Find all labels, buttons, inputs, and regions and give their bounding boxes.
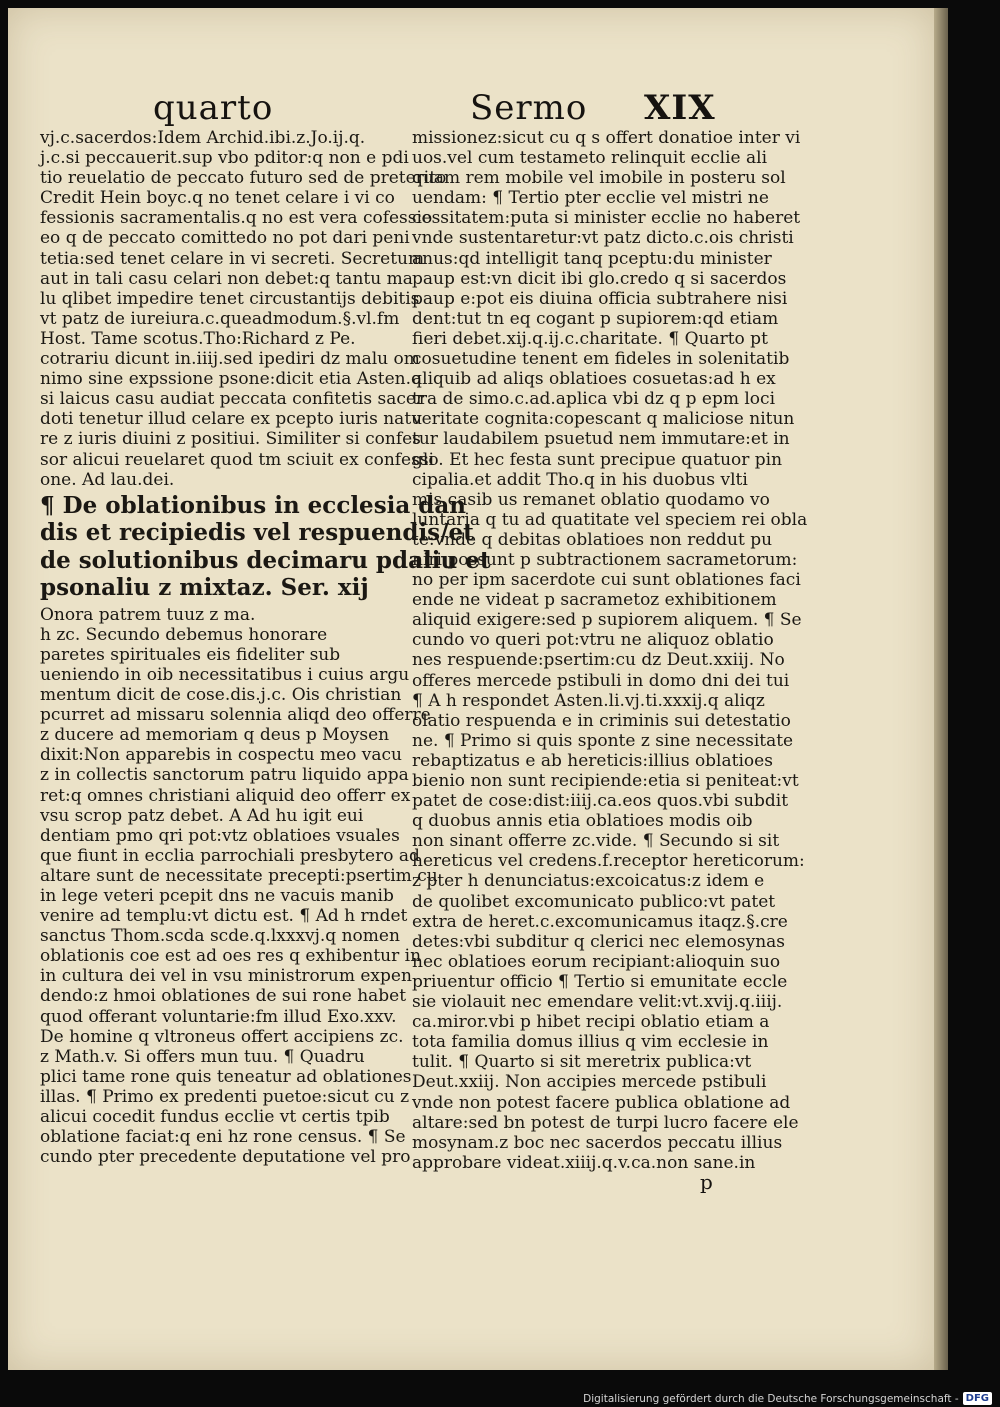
footer-text: Digitalisierung gefördert durch die Deutsche Forschungsgemeinschaft - [583,1392,959,1405]
text-line: Credit Hein boyc.q no tenet celare i vi co [40,188,395,209]
text-line: cosuetudine tenent em fideles in solenitatib [412,349,790,370]
text-line: cipalia.et addit Tho.q in his duobus vlti [412,469,748,490]
page-edge [934,8,948,1370]
text-line: vnde non potest facere publica oblatione ad [412,1092,791,1113]
text-line: vj.c.sacerdos:Idem Archid.ibi.z.Jo.ij.q. [40,128,366,148]
text-line: approbare videat.xiiij.q.v.ca.non sane.in [412,1152,756,1173]
text-line: tur laudabilem psuetud nem immutare:et in [412,429,790,450]
text-line: uendam: ¶ Tertio pter ecclie vel mistri ne [412,188,769,209]
text-line: one. Ad lau.dei. [40,469,175,490]
text-line: tota familia domus illius q vim ecclesie in [412,1032,769,1053]
text-line: quod offerant voluntarie:fm illud Exo.xxv. [40,1006,397,1027]
text-line: oblatione faciat:q eni hz rone census. ¶ Se [40,1127,406,1148]
text-line: que fiunt in ecclia parrochiali presbytero ad [40,845,420,866]
text-line: priuentur officio ¶ Tertio si emunitate eccle [412,971,788,992]
text-line: z ducere ad memoriam q deus p Moysen [40,725,390,746]
text-line: cundo vo queri pot:vtru ne aliquoz oblatio [412,630,774,651]
text-line: sie violauit nec emendare velit:vt.xvij.q.iiij. [412,992,783,1013]
text-line: doti tenetur illud celare ex pcepto iuris natu [40,409,423,430]
text-line: hereticus vel credens.f.receptor hereticorum: [412,851,805,872]
text-line: detes:vbi subditur q clerici nec elemosynas [412,931,786,952]
text-line: z Math.v. Si offers mun tuu. ¶ Quadru [40,1046,365,1067]
text-line: uos.vel cum testameto relinquit ecclie ali [412,148,768,169]
text-line: sanctus Thom.scda scde.q.lxxxvj.q nomen [40,926,400,947]
text-line: glo. Et hec festa sunt precipue quatuor pin [412,449,783,470]
text-line: paup est:vn dicit ibi glo.credo q si sacerdos [412,268,787,289]
section-heading [40,491,491,602]
text-line: venire ad templu:vt dictu est. ¶ Ad h rndet [40,906,408,927]
dfg-logo: DFG [963,1392,992,1405]
text-line: tulit. ¶ Quarto si sit meretrix publica:vt [412,1052,752,1073]
text-line: h zc. Secundo debemus honorare [40,624,328,645]
heading-line: dis et recipiedis vel respuendis/et [40,519,474,547]
running-head-left: quarto [153,88,274,128]
text-line: pcurret ad missaru solennia aliqd deo offerre [40,705,431,726]
text-line: tio reuelatio de peccato futuro sed de preterito [40,168,447,189]
text-line: in cultura dei vel in vsu ministrorum expen [40,966,412,987]
text-line: nes respuende:psertim:cu dz Deut.xxiij. No [412,650,785,671]
text-line: no per ipm sacerdote cui sunt oblationes faci [412,570,801,591]
text-line: Onora patrem tuuz z ma. [40,604,256,625]
text-line: paretes spirituales eis fideliter sub [40,644,341,665]
text-line: vnde sustentaretur:vt patz dicto.c.ois christi [412,228,794,249]
left-column-body-text [40,604,438,1168]
text-line: niri possunt p subtractionem sacrametorum: [412,549,798,570]
text-line: alicui cocedit fundus ecclie vt certis tpib [40,1107,390,1128]
text-line: altare:sed bn potest de turpi lucro facere ele [412,1112,799,1133]
text-line: mentum dicit de cose.dis.j.c. Ois christian [40,685,402,706]
text-line: in lege veteri pcepit dns ne vacuis manib [40,886,394,906]
text-line: q duobus annis etia oblatioes modis oib [412,811,753,832]
text-line: luntaria q tu ad quatitate vel speciem rei obla [412,509,808,530]
text-line: nimo sine expssione psone:dicit etia Asten.q [40,369,422,390]
text-line: ueniendo in oib necessitatibus i cuius argu [40,664,410,685]
catchword: p [700,1170,713,1194]
text-line: dent:tut tn eq cogant p supiorem:qd etiam [412,308,779,329]
text-line: mosynam.z boc nec sacerdos peccatu illius [412,1132,783,1153]
text-line: rebaptizatus e ab hereticis:illius oblatioes [412,750,773,771]
book-page [8,8,934,1370]
text-line: illas. ¶ Primo ex predenti puetoe:sicut cu z [40,1086,410,1107]
text-line: re z iuris diuini z positiui. Similiter si confes [40,429,421,450]
text-line: z pter h denunciatus:excoicatus:z idem e [412,871,765,892]
text-line: De homine q vltroneus offert accipiens zc. [40,1026,404,1047]
text-line: vsu scrop patz debet. A Ad hu igit eui [40,805,364,826]
right-column-text [412,128,808,1173]
text-line: dentiam pmo qri pot:vtz oblatioes vsuales [40,825,400,846]
text-line: veritate cognita:copescant q maliciose nitun [412,409,795,430]
text-line: oblationis coe est ad oes res q exhibentur in [40,946,422,967]
text-line: fieri debet.xij.q.ij.c.charitate. ¶ Quarto pt [412,328,768,349]
text-line: de quolibet excomunicato publico:vt patet [412,891,776,912]
right-column [412,128,808,1173]
left-column-top-text [40,128,447,490]
text-line: olatio respuenda e in criminis sui detestatio [412,710,791,731]
text-line: extra de heret.c.excomunicamus itaqz.§.cre [412,911,788,932]
heading-line: psonaliu z mixtaz. Ser. xij [40,574,369,602]
text-line: mis casib us remanet oblatio quodamo vo [412,489,770,510]
text-line: plici tame rone quis teneatur ad oblationes [40,1066,412,1087]
text-line: cessitatem:puta si minister ecclie no haberet [412,208,801,229]
text-line: vt patz de iureiura.c.queadmodum.§.vl.fm [40,308,400,329]
text-line: offeres mercede pstibuli in domo dni dei tui [412,670,790,691]
running-head-center: Sermo [470,88,588,128]
text-line: ca.miror.vbi p hibet recipi oblatio etiam a [412,1012,770,1033]
text-line: sor alicui reuelaret quod tm sciuit ex confessi [40,449,435,470]
text-line: quam rem mobile vel imobile in posteru sol [412,168,786,189]
text-line: ret:q omnes christiani aliquid deo offerr ex [40,785,411,806]
text-line: dixit:Non apparebis in cospectu meo vacu [40,745,402,766]
digitization-footer [583,1392,992,1405]
text-line: te:vnde q debitas oblatioes non reddut pu [412,529,773,550]
text-line: fessionis sacramentalis.q no est vera cofessio [40,208,433,229]
text-line: bienio non sunt recipiende:etia si peniteat:vt [412,771,799,791]
text-line: patet de cose:dist:iiij.ca.eos quos.vbi subdit [412,791,789,812]
text-line: ende ne videat p sacrametoz exhibitionem [412,590,777,611]
text-line: aut in tali casu celari non debet:q tantu ma [40,268,413,289]
text-line: nec oblatioes eorum recipiant:alioquin suo [412,951,781,972]
text-line: ¶ A h respondet Asten.li.vj.ti.xxxij.q aliqz [412,690,765,711]
text-line: tra de simo.c.ad.aplica vbi dz q p epm loci [412,389,776,410]
text-line: altare sunt de necessitate precepti:psertim cu [40,865,438,886]
text-line: dendo:z hmoi oblationes de sui rone habet [40,986,407,1007]
text-line: paup e:pot eis diuina officia subtrahere nisi [412,288,788,309]
text-line: lu qlibet impedire tenet circustantijs debitis [40,288,420,309]
running-head-right: XIX [644,88,716,128]
text-line: si laicus casu audiat peccata confitetis sacer [40,389,425,410]
text-line: cotrariu dicunt in.iiij.sed ipediri dz malu om [40,349,420,370]
text-line: missionez:sicut cu q s offert donatioe inter vi [412,128,801,148]
text-line: Deut.xxiij. Non accipies mercede pstibuli [412,1072,767,1093]
text-line: Host. Tame scotus.Tho:Richard z Pe. [40,328,356,349]
text-line: eo q de peccato comittedo no pot dari peni [40,228,410,249]
heading-line: de solutionibus decimaru pdaliu et [40,546,491,574]
text-line: aliquib ad aliqs oblatioes cosuetas:ad h ex [412,369,776,390]
text-line: ne. ¶ Primo si quis sponte z sine necessitate [412,730,794,751]
text-line: z in collectis sanctorum patru liquido appa [40,765,409,786]
text-line: tetia:sed tenet celare in vi secreti. Secretum [40,248,425,269]
left-column [40,128,491,1168]
text-line: j.c.si peccauerit.sup vbo pditor:q non e pdi [40,148,409,169]
text-line: anus:qd intelligit tanq pceptu:du minister [412,248,772,269]
text-line: aliquid exigere:sed p supiorem aliquem. ¶ Se [412,610,802,631]
text-line: non sinant offerre zc.vide. ¶ Secundo si sit [412,831,780,852]
heading-line: ¶ De oblationibus in ecclesia dan [40,491,466,519]
text-line: cundo pter precedente deputatione vel pro [40,1147,411,1168]
